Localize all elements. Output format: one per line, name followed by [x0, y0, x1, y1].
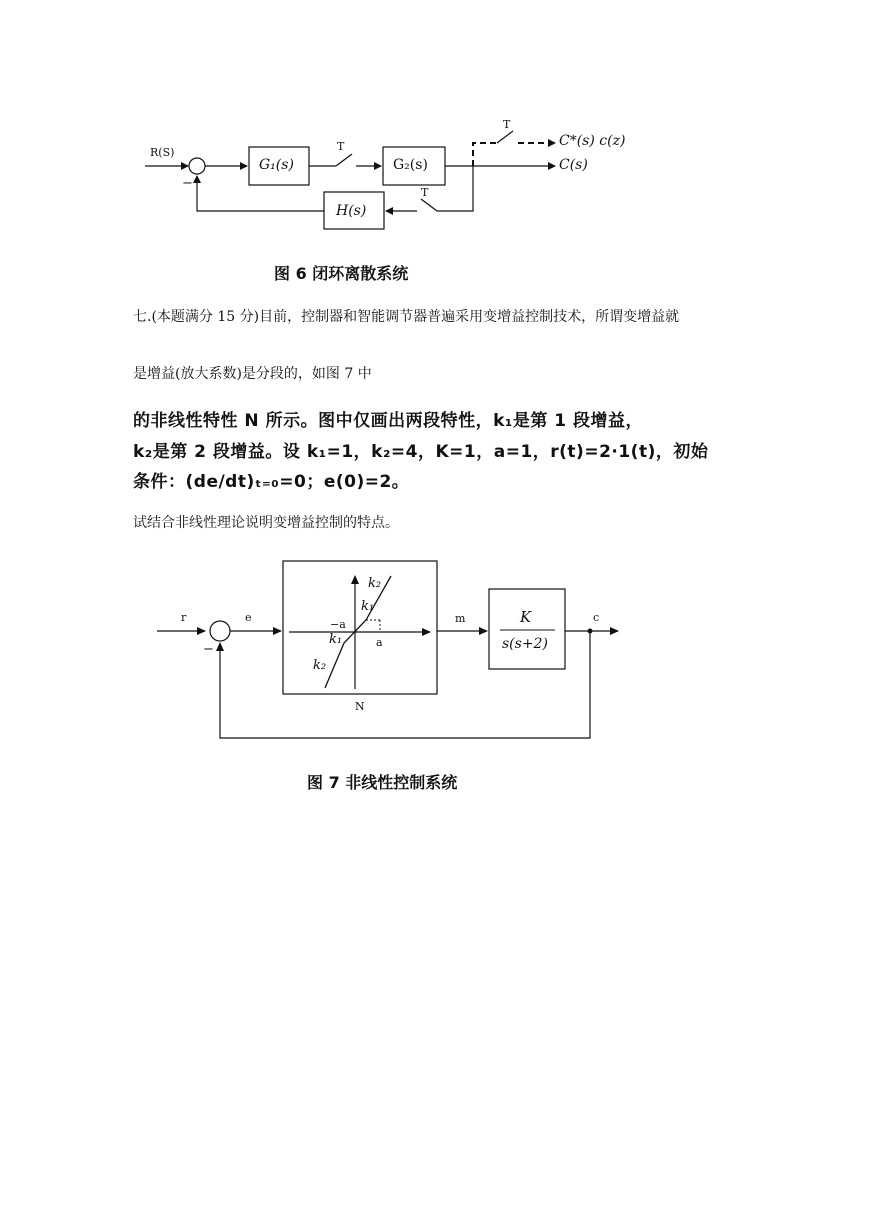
- output-sampled-label: C*(s) c(z): [559, 133, 626, 149]
- figure-7-caption: 图 7 非线性控制系统: [307, 773, 458, 792]
- minus-sign: −: [182, 176, 193, 191]
- question-bold-line-1: 的非线性特性 N 所示。图中仅画出两段特性，k₁是第 1 段增益，: [133, 411, 643, 431]
- signal-c-label: c: [593, 611, 600, 624]
- k2-upper-label: k₂: [368, 576, 382, 591]
- switch-t1-label: T: [337, 140, 345, 153]
- block-g2-label: G₂(s): [393, 157, 428, 173]
- nonlinear-label: N: [355, 700, 365, 713]
- input-label: R(S): [150, 146, 175, 159]
- question-bold-line-2: k₂是第 2 段增益。设 k₁=1，k₂=4，K=1，a=1，r(t)=2·1(t)，初始: [133, 442, 709, 462]
- figure-6-caption: 图 6 闭环离散系统: [274, 264, 409, 283]
- pos-a-label: a: [376, 636, 383, 649]
- k1-upper-label: k₁: [361, 599, 375, 614]
- k2-lower-label: k₂: [313, 658, 327, 673]
- minus-sign-7: −: [203, 642, 214, 657]
- signal-e-label: e: [245, 611, 252, 624]
- switch-t2-label: T: [421, 186, 429, 199]
- nonlinear-block: [283, 561, 437, 694]
- neg-a-label: −a: [330, 618, 346, 631]
- block-h-label: H(s): [336, 203, 367, 219]
- tf-denominator: s(s+2): [502, 636, 548, 652]
- block-g1-label: G₁(s): [259, 157, 294, 173]
- summing-junction-7: [210, 621, 230, 641]
- question-line-1: 七.(本题满分 15 分)目前，控制器和智能调节器普遍采用变增益控制技术，所谓变增益就: [133, 309, 680, 325]
- signal-m-label: m: [455, 612, 466, 625]
- output-continuous-label: C(s): [559, 157, 588, 173]
- signal-r-label: r: [181, 611, 187, 624]
- k1-lower-label: k₁: [329, 632, 343, 647]
- question-bold-line-3: 条件：(de/dt)ₜ₌₀=0；e(0)=2。: [133, 472, 410, 492]
- plant-block: [489, 589, 565, 669]
- question-line-3: 试结合非线性理论说明变增益控制的特点。: [133, 515, 399, 531]
- tf-numerator: K: [520, 608, 532, 626]
- question-line-2: 是增益(放大系数)是分段的，如图 7 中: [133, 366, 372, 382]
- switch-t3-label: T: [503, 118, 511, 131]
